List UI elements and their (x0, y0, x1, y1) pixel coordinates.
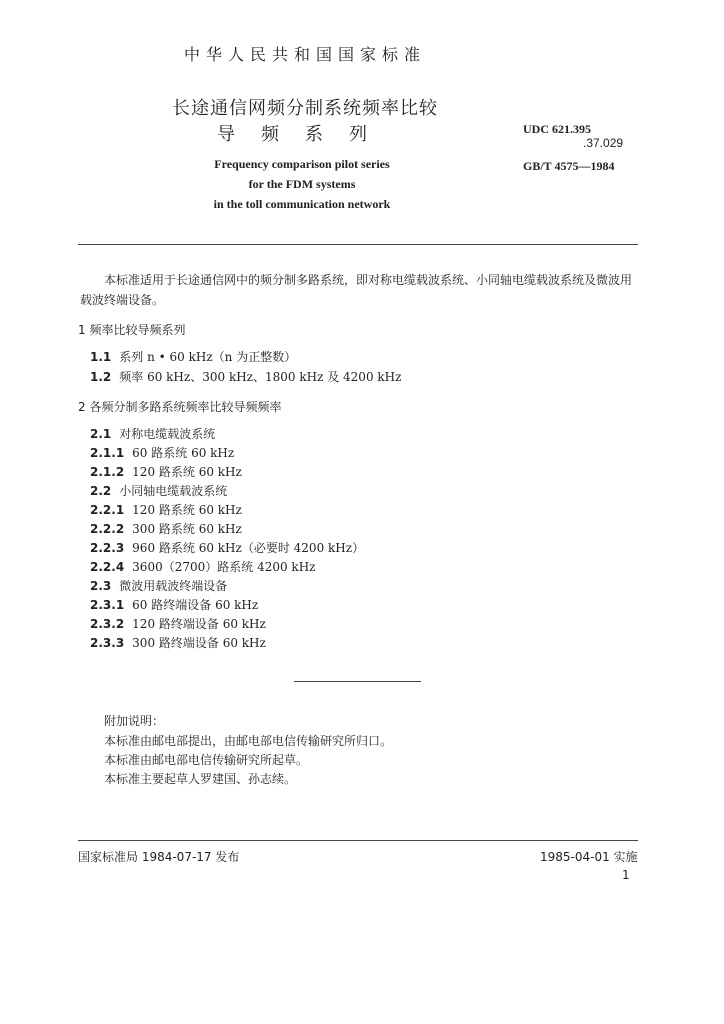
list-item (90, 348, 296, 365)
list-item (90, 444, 234, 461)
item-text: 120 路终端设备 60 kHz (132, 617, 266, 631)
udc-code: UDC 621.395 (523, 122, 591, 136)
item-text: 60 路系统 60 kHz (132, 446, 235, 460)
item-text: 60 路终端设备 60 kHz (132, 598, 259, 612)
item-number: 2.1.2 (90, 465, 125, 479)
item-number: 1.2 (90, 370, 112, 384)
list-item (90, 539, 364, 556)
item-text: 300 路系统 60 kHz (132, 522, 242, 536)
title-chinese-line2: 导频系列 (217, 124, 393, 145)
item-text: 微波用载波终端设备 (119, 579, 228, 593)
header-divider (78, 244, 638, 245)
footer-divider (78, 840, 638, 841)
item-number: 2.3 (90, 579, 112, 593)
effective-date: 1985-04-01 实施 (540, 850, 638, 864)
item-number: 2.2.3 (90, 541, 125, 555)
section-1-heading: 1 频率比较导频系列 (78, 323, 186, 337)
item-text: 对称电缆载波系统 (119, 427, 216, 441)
notes-line: 本标准主要起草人罗建国、孙志续。 (104, 772, 297, 786)
list-item (90, 577, 227, 594)
item-number: 1.1 (90, 350, 112, 364)
list-item (90, 368, 401, 385)
list-item (90, 520, 242, 537)
item-text: 系列 n • 60 kHz（n 为正整数） (119, 350, 297, 364)
standard-organization: 中华人民共和国国家标准 (183, 45, 426, 64)
item-text: 960 路系统 60 kHz（必要时 4200 kHz） (132, 541, 365, 555)
item-number: 2.3.1 (90, 598, 125, 612)
title-chinese-line1: 长途通信网频分制系统频率比较 (172, 98, 438, 119)
page-number: 1 (622, 868, 630, 882)
udc-code-sub: .37.029 (583, 136, 624, 150)
item-number: 2.2.1 (90, 503, 125, 517)
issue-date: 国家标准局 1984-07-17 发布 (78, 850, 240, 864)
title-english-line1: Frequency comparison pilot series (214, 157, 390, 171)
scope-paragraph: 本标准适用于长途通信网中的频分制多路系统，即对称电缆载波系统、小同轴电缆载波系统及微波用载波终端设备。 (80, 273, 633, 307)
notes-line: 本标准由邮电部电信传输研究所起草。 (104, 753, 309, 767)
title-english-line3: in the toll communication network (213, 197, 391, 211)
list-item (90, 634, 266, 651)
item-text: 3600（2700）路系统 4200 kHz (132, 560, 316, 574)
standard-number: GB/T 4575—1984 (523, 159, 615, 173)
content-end-divider (294, 681, 421, 682)
item-text: 300 路终端设备 60 kHz (132, 636, 266, 650)
item-number: 2.3.2 (90, 617, 125, 631)
item-number: 2.2 (90, 484, 112, 498)
item-text: 120 路系统 60 kHz (132, 503, 242, 517)
list-item (90, 501, 242, 518)
item-number: 2.1 (90, 427, 112, 441)
notes-line: 本标准由邮电部提出，由邮电部电信传输研究所归口。 (104, 734, 393, 748)
item-number: 2.1.1 (90, 446, 125, 460)
section-2-heading: 2 各频分制多路系统频率比较导频频率 (78, 400, 282, 414)
item-number: 2.2.2 (90, 522, 125, 536)
item-text: 频率 60 kHz、300 kHz、1800 kHz 及 4200 kHz (119, 370, 402, 384)
list-item (90, 425, 215, 442)
item-text: 小同轴电缆载波系统 (119, 484, 228, 498)
list-item (90, 558, 315, 575)
item-number: 2.3.3 (90, 636, 125, 650)
list-item (90, 463, 242, 480)
list-item (90, 596, 258, 613)
item-text: 120 路系统 60 kHz (132, 465, 242, 479)
title-english-line2: for the FDM systems (248, 177, 356, 191)
list-item (90, 482, 227, 499)
item-number: 2.2.4 (90, 560, 125, 574)
list-item (90, 615, 266, 632)
notes-heading: 附加说明： (104, 714, 165, 728)
